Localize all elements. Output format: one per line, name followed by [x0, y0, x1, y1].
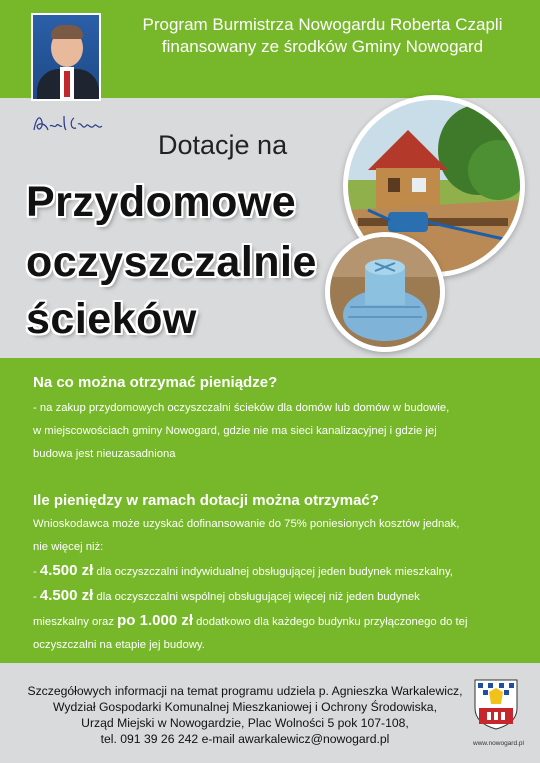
- mayor-photo: [31, 13, 101, 101]
- section2-item-1: - 4.500 zł dla oczyszczalni indywidualnej obsługującej jeden budynek mieszkalny,: [33, 562, 453, 579]
- septic-tank-photo: [325, 232, 445, 352]
- section2-item-2-line-3: oczyszczalni na etapie jej budowy.: [33, 639, 205, 651]
- section1-line: - na zakup przydomowych oczyszczalni ścieków dla domów lub domów w budowie,: [33, 402, 450, 414]
- section2-item-2-line-2: mieszkalny oraz po 1.000 zł dodatkowo dla każdego budynku przyłączonego do tej: [33, 612, 468, 629]
- header-text: [110, 14, 535, 58]
- section1-line: budowa jest nieuzasadniona: [33, 448, 176, 460]
- footer-line-1: Szczegółowych informacji na temat programu udziela p. Agnieszka Warkalewicz,: [27, 684, 463, 698]
- footer-line-3: Urząd Miejski w Nowogardzie, Plac Wolności 5 pok 107-108,: [81, 716, 409, 730]
- footer-line-2: Wydział Gospodarki Komunalnej Mieszkaniowej i Ochrony Środowiska,: [53, 700, 437, 714]
- section2-intro-1: Wnioskodawca może uzyskać dofinansowanie do 75% poniesionych kosztów jednak,: [33, 518, 460, 530]
- title-line-2: oczyszczalnie: [26, 238, 317, 286]
- section2-body: [33, 513, 511, 657]
- amount: 4.500 zł: [39, 587, 94, 604]
- nowogard-crest-icon: [473, 678, 519, 730]
- section1-body: [33, 397, 511, 466]
- section1-line: w miejscowościach gminy Nowogard, gdzie nie ma sieci kanalizacyjnej i gdzie jej: [33, 425, 437, 437]
- signature-image: [30, 108, 108, 138]
- section2-heading: Ile pieniędzy w ramach dotacji można otrzymać?: [33, 492, 379, 509]
- amount: po 1.000 zł: [117, 612, 194, 629]
- contact-footer: [15, 683, 475, 747]
- title-line-3: ścieków: [26, 295, 197, 343]
- amount: 4.500 zł: [39, 562, 94, 579]
- subtitle: Dotacje na: [158, 130, 288, 160]
- section2-intro-2: nie więcej niż:: [33, 541, 104, 553]
- title-line-1: Przydomowe: [26, 178, 297, 226]
- section1-heading: Na co można otrzymać pieniądze?: [33, 374, 278, 391]
- header-line-2: finansowany ze środków Gminy Nowogard: [161, 37, 484, 56]
- section2-item-2: - 4.500 zł dla oczyszczalni wspólnej obsługującej więcej niż jeden budynek: [33, 587, 420, 604]
- header-line-1: Program Burmistrza Nowogardu Roberta Czapli: [142, 15, 503, 34]
- website-link[interactable]: www.nowogard.pl: [473, 740, 524, 747]
- footer-line-4: tel. 091 39 26 242 e-mail awarkalewicz@nowogard.pl: [100, 732, 390, 746]
